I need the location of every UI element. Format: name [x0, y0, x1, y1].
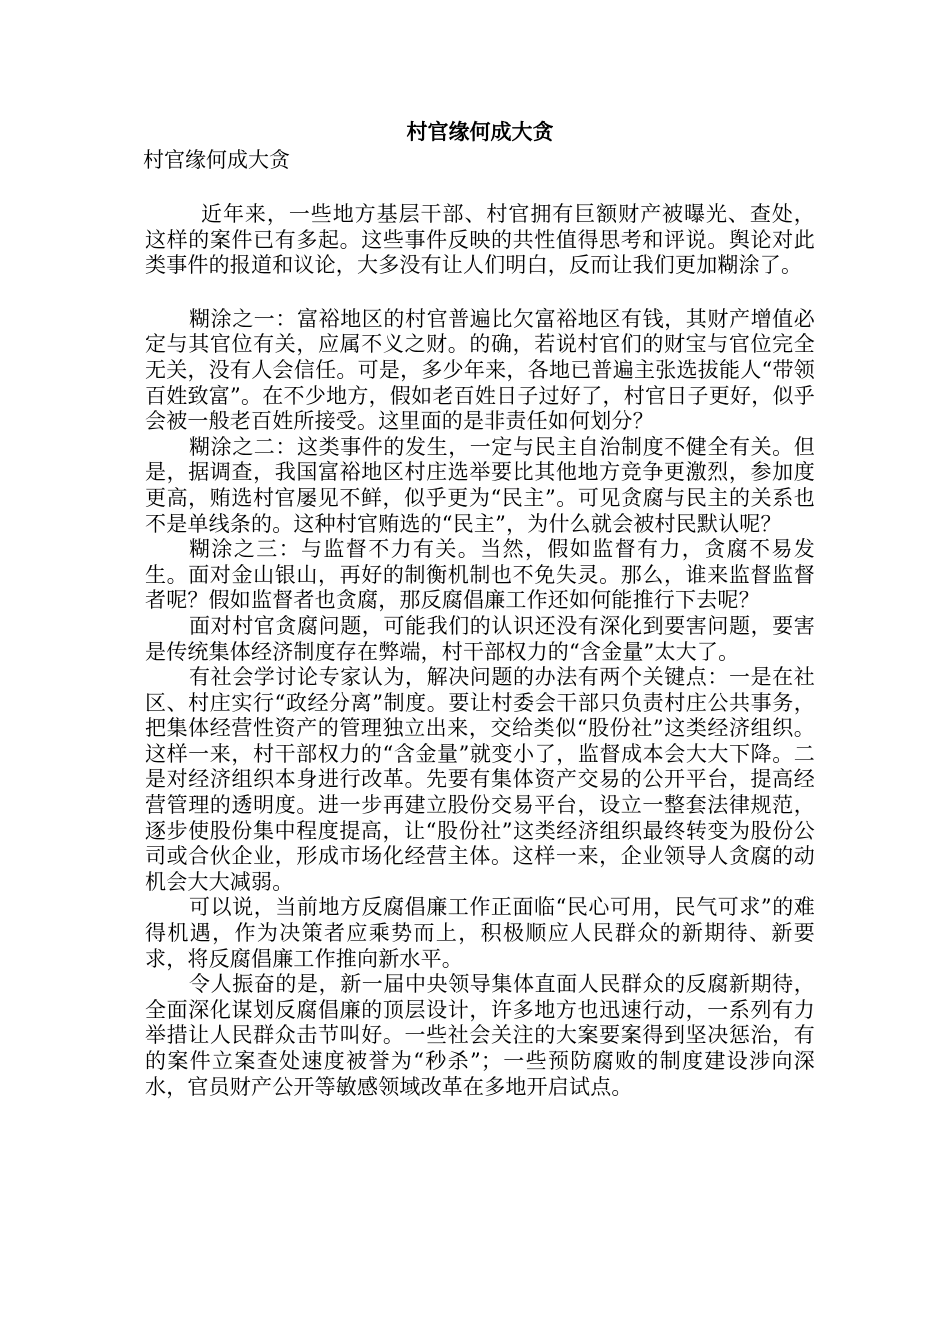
paragraph-intro: 近年来，一些地方基层干部、村官拥有巨额财产被曝光、查处，这样的案件已有多起。这些事件反映的共性值得思考和评说。舆论对此类事件的报道和议论，大多没有让人们明白，反而让我们更加糊涂了。 — [145, 202, 815, 278]
paragraph-opportunity: 可以说，当前地方反腐倡廉工作正面临“民心可用，民气可求”的难得机遇，作为决策者应乘势而上，积极顺应人民群众的新期待、新要求，将反腐倡廉工作推向新水平。 — [145, 895, 815, 971]
blank-line — [145, 279, 815, 307]
blank-line — [145, 174, 815, 202]
paragraph-progress: 令人振奋的是，新一届中央领导集体直面人民群众的反腐新期待，全面深化谋划反腐倡廉的顶层设计，许多地方也迅速行动，一系列有力举措让人民群众击节叫好。一些社会关注的大案要案得到坚决惩治，有的案件立案查处速度被誉为“秒杀”；一些预防腐败的制度建设涉向深水，官员财产公开等敏感领域改革在多地开启试点。 — [145, 972, 815, 1099]
document-page — [145, 118, 815, 1100]
paragraph-confusion-two: 糊涂之二：这类事件的发生，一定与民主自治制度不健全有关。但是，据调查，我国富裕地区村庄选举要比其他地方竞争更激烈，参加度更高，贿选村官屡见不鲜，似乎更为“民主”。可见贪腐与民主的关系也不是单线条的。这种村官贿选的“民主”，为什么就会被村民默认呢？ — [145, 434, 815, 536]
paragraph-confusion-one: 糊涂之一：富裕地区的村官普遍比欠富裕地区有钱，其财产增值必定与其官位有关，应属不义之财。的确，若说村官们的财宝与官位完全无关，没有人会信任。可是，多少年来，各地已普遍主张选拔能人“带领百姓致富”。在不少地方，假如老百姓日子过好了，村官日子更好，似乎会被一般老百姓所接受。这里面的是非责任如何划分？ — [145, 306, 815, 434]
document-subtitle: 村官缘何成大贪 — [143, 148, 290, 172]
document-title: 村官缘何成大贪 — [406, 119, 554, 144]
paragraph-confusion-three: 糊涂之三：与监督不力有关。当然，假如监督有力，贪腐不易发生。面对金山银山，再好的制衡机制也不免失灵。那么，谁来监督监督者呢？假如监督者也贪腐，那反腐倡廉工作还如何能推行下去呢？ — [145, 537, 815, 613]
paragraph-expert-solution: 有社会学讨论专家认为，解决问题的办法有两个关键点：一是在社区、村庄实行“政经分离”制度。要让村委会干部只负责村庄公共事务，把集体经营性资产的管理独立出来，交给类似“股份社”这类经济组织。这样一来，村干部权力的“含金量”就变小了，监督成本会大大下降。二是对经济组织本身进行改革。先要有集体资产交易的公开平台，提高经营管理的透明度。进一步再建立股份交易平台，设立一整套法律规范，逐步使股份集中程度提高，让“股份社”这类经济组织最终转变为股份公司或合伙企业，形成市场化经营主体。这样一来，企业领导人贪腐的动机会大大减弱。 — [145, 665, 815, 894]
paragraph-key-issue: 面对村官贪腐问题，可能我们的认识还没有深化到要害问题，要害是传统集体经济制度存在弊端，村干部权力的“含金量”太大了。 — [145, 613, 815, 664]
